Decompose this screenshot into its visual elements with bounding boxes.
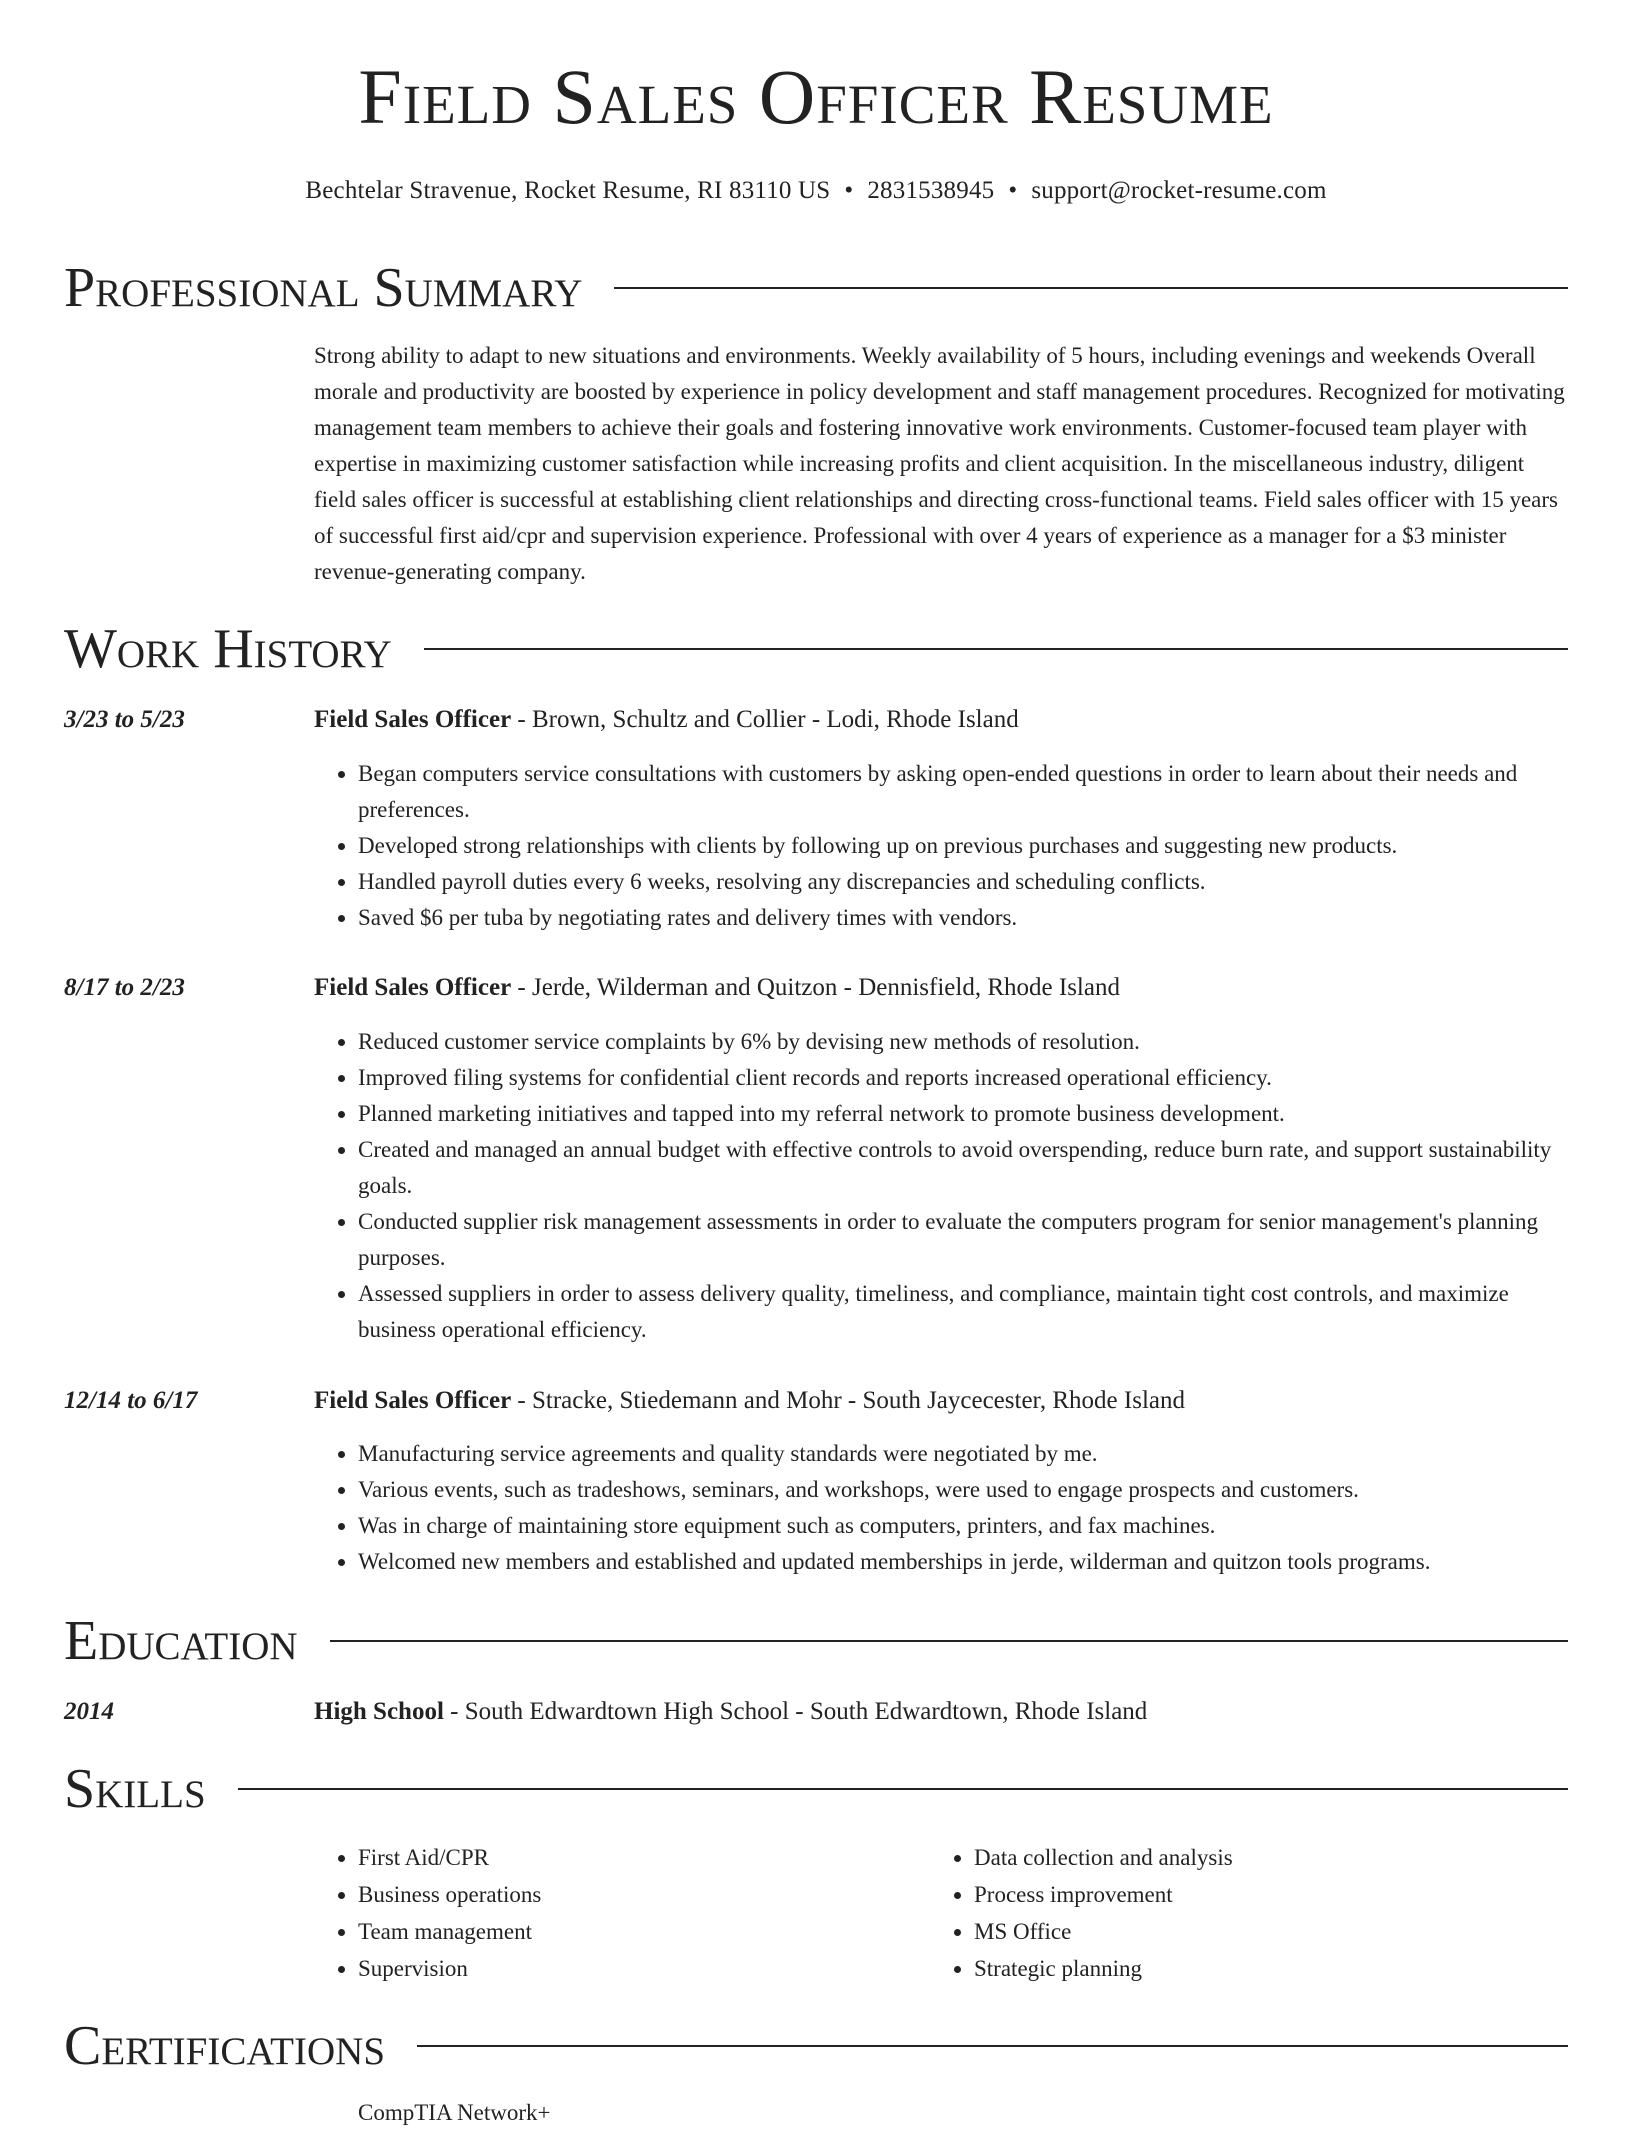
- section-heading: Education: [64, 1610, 298, 1672]
- section-divider: [614, 287, 1568, 289]
- job-title: Field Sales Officer: [314, 1387, 512, 1414]
- skill-item: • Process improvement: [974, 1876, 1530, 1913]
- list-item: • Began computers service consultations with customers by asking open-ended questions in order to learn about their needs and preferences.: [358, 756, 1570, 828]
- contact-separator: •: [844, 177, 854, 204]
- list-item: • Improved filing systems for confidential client records and reports increased operational efficiency.: [358, 1060, 1570, 1096]
- contact-line: [0, 176, 1632, 206]
- section-heading: Certifications: [64, 2015, 386, 2077]
- education-entry: [314, 1696, 1570, 1728]
- list-item: • Reduced customer service complaints by 6% by devising new methods of resolution.: [358, 1024, 1570, 1060]
- skills-list-left: [314, 1839, 914, 1987]
- skill-item: • Team management: [358, 1913, 914, 1950]
- contact-phone: 2831538945: [867, 177, 995, 204]
- job-heading: [314, 972, 1570, 1004]
- section-divider: [330, 1640, 1568, 1642]
- job-employer: - Jerde, Wilderman and Quitzon - Dennisfield, Rhode Island: [511, 974, 1120, 1001]
- job-heading: [314, 704, 1570, 736]
- education-school: - South Edwardtown High School - South Edwardtown, Rhode Island: [443, 1698, 1148, 1725]
- job-title: Field Sales Officer: [314, 974, 512, 1001]
- section-divider: [424, 648, 1568, 650]
- job-bullets: [314, 1024, 1570, 1348]
- section-heading: Professional Summary: [64, 257, 583, 319]
- job-employer: - Stracke, Stiedemann and Mohr - South Jaycecester, Rhode Island: [511, 1387, 1185, 1414]
- list-item: • Saved $6 per tuba by negotiating rates and delivery times with vendors.: [358, 900, 1570, 936]
- section-skills-header: [64, 1759, 1568, 1819]
- skill-item: • Business operations: [358, 1876, 914, 1913]
- summary-paragraph: [314, 338, 1570, 590]
- skill-item: • First Aid/CPR: [358, 1839, 914, 1876]
- job-employer: - Brown, Schultz and Collier - Lodi, Rhode Island: [511, 706, 1019, 733]
- job-heading: [314, 1385, 1570, 1417]
- skill-item: • MS Office: [974, 1913, 1530, 1950]
- contact-address: Bechtelar Stravenue, Rocket Resume, RI 83110 US: [305, 177, 831, 204]
- list-item: • Welcomed new members and established and updated memberships in jerde, wilderman and quitzon tools programs.: [358, 1544, 1570, 1580]
- list-item: • Conducted supplier risk management assessments in order to evaluate the computers program for senior management's planning purposes.: [358, 1204, 1570, 1276]
- section-summary-header: [64, 258, 1568, 318]
- section-heading: Work History: [64, 618, 392, 680]
- skill-item: • Supervision: [358, 1950, 914, 1987]
- list-item: • Assessed suppliers in order to assess delivery quality, timeliness, and compliance, maintain tight cost controls, and maximize business operational efficiency.: [358, 1276, 1570, 1348]
- skill-item: • Strategic planning: [974, 1950, 1530, 1987]
- list-item: • Developed strong relationships with clients by following up on previous purchases and suggesting new products.: [358, 828, 1570, 864]
- contact-separator: •: [1008, 177, 1018, 204]
- skill-item: • Data collection and analysis: [974, 1839, 1530, 1876]
- section-education-header: [64, 1611, 1568, 1671]
- section-divider: [238, 1788, 1568, 1790]
- list-item: • Created and managed an annual budget with effective controls to avoid overspending, reduce burn rate, and support sustainability goals.: [358, 1132, 1570, 1204]
- section-divider: [417, 2045, 1568, 2047]
- job-bullets: [314, 1436, 1570, 1580]
- skills-list-right: [930, 1839, 1530, 1987]
- education-degree: High School: [314, 1698, 444, 1725]
- job-dates: 12/14 to 6/17: [64, 1387, 198, 1414]
- summary-text: Strong ability to adapt to new situations and environments. Weekly availability of 5 hours, including evenings and weekends Overall morale and productivity are boosted by experience in policy development and staff management procedures. Recognized for motivating management team members to achieve their goals and fostering innovative work environments. Customer-focused team player with expertise in maximizing customer satisfaction while increasing profits and client acquisition. In the miscellaneous industry, diligent field sales officer is successful at establishing client relationships and directing cross-functional teams. Field sales officer with 15 years of successful first aid/cpr and supervision experience. Professional with over 4 years of experience as a manager for a $3 minister revenue-generating company.: [314, 343, 1565, 584]
- job-bullets: [314, 756, 1570, 936]
- job-title: Field Sales Officer: [314, 706, 512, 733]
- list-item: • Handled payroll duties every 6 weeks, resolving any discrepancies and scheduling conflicts.: [358, 864, 1570, 900]
- contact-email: support@rocket-resume.com: [1031, 177, 1327, 204]
- list-item: • Was in charge of maintaining store equipment such as computers, printers, and fax machines.: [358, 1508, 1570, 1544]
- list-item: • Various events, such as tradeshows, seminars, and workshops, were used to engage prospects and customers.: [358, 1472, 1570, 1508]
- education-year: 2014: [64, 1698, 114, 1725]
- list-item: • Planned marketing initiatives and tapped into my referral network to promote business development.: [358, 1096, 1570, 1132]
- job-dates: 8/17 to 2/23: [64, 974, 185, 1001]
- job-dates: 3/23 to 5/23: [64, 706, 185, 733]
- section-heading: Skills: [64, 1758, 206, 1820]
- resume-title: Field Sales Officer Resume: [358, 53, 1274, 140]
- certifications-list: [314, 2095, 1570, 2131]
- section-work-header: [64, 619, 1568, 679]
- section-certifications-header: [64, 2016, 1568, 2076]
- certification-item: CompTIA Network+: [358, 2100, 551, 2125]
- list-item: • Manufacturing service agreements and quality standards were negotiated by me.: [358, 1436, 1570, 1472]
